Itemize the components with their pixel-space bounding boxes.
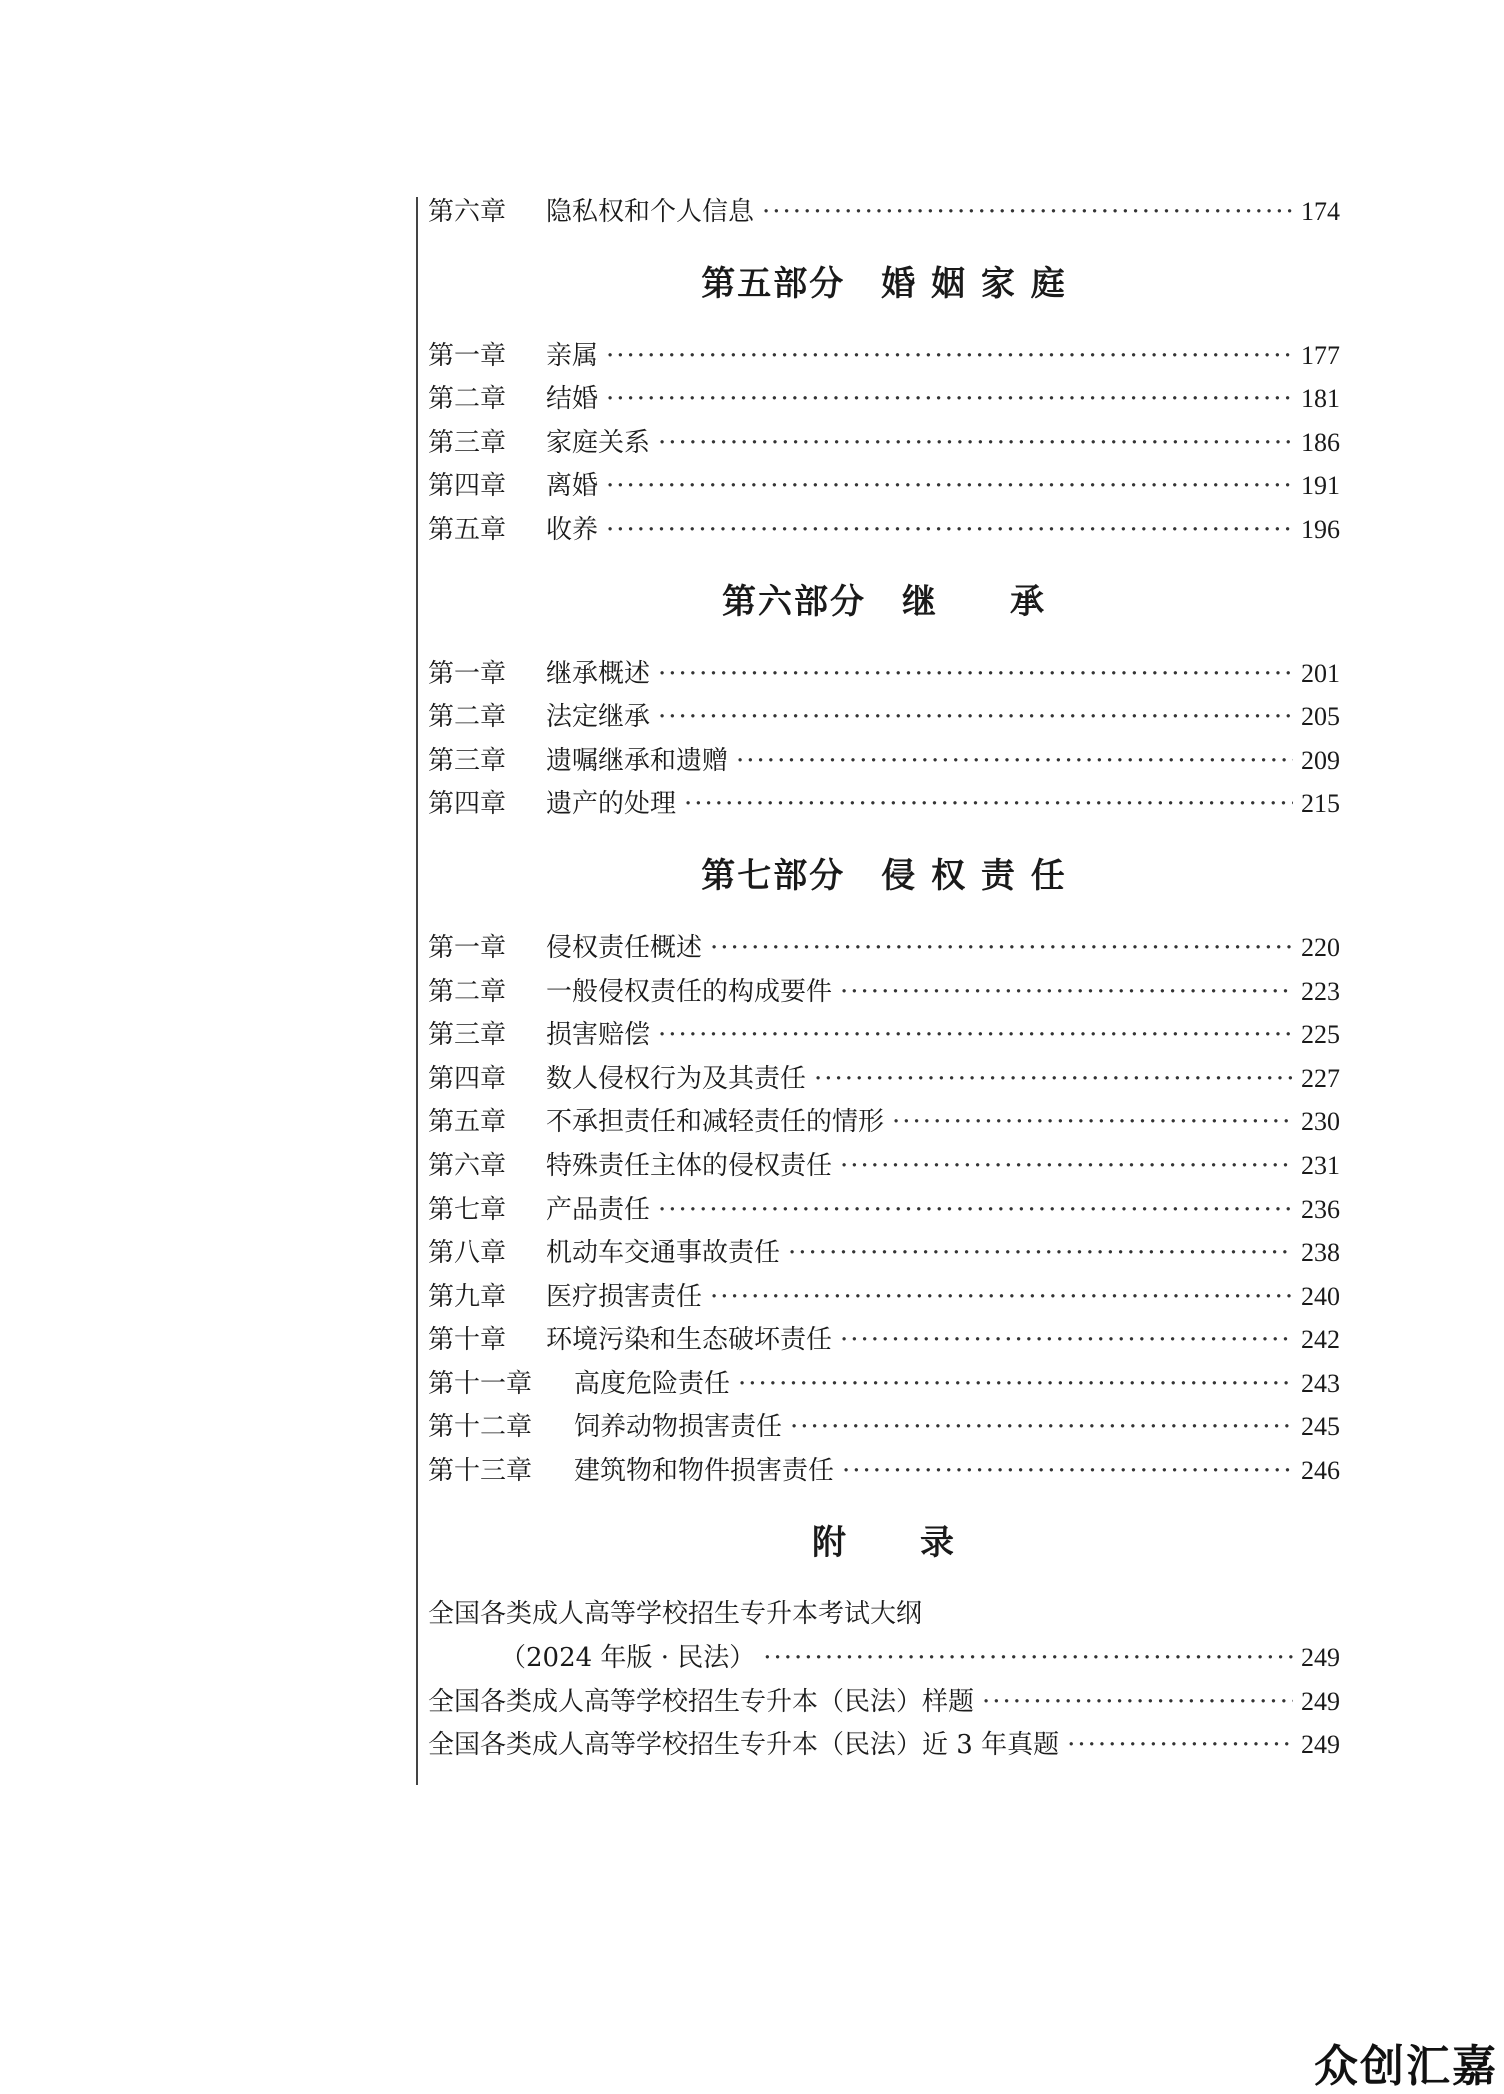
page-number: 191 <box>1301 471 1340 501</box>
chapter-number: 第四章 <box>428 789 507 820</box>
chapter-title: 饲养动物损害责任 <box>574 1412 783 1443</box>
chapter-title: 不承担责任和减轻责任的情形 <box>546 1107 885 1138</box>
toc-entry[interactable] <box>428 1057 1340 1101</box>
leader-dots <box>762 191 1293 235</box>
leader-dots <box>606 509 1293 553</box>
leader-dots <box>738 1363 1293 1407</box>
chapter-number: 第三章 <box>428 1020 507 1051</box>
page-number: 249 <box>1301 1643 1340 1673</box>
toc-entry[interactable] <box>428 1318 1340 1362</box>
watermark-logo: 众创汇嘉 <box>1314 2041 1498 2092</box>
chapter-title: 离婚 <box>546 471 599 502</box>
toc-entry[interactable] <box>428 1188 1340 1232</box>
page-number: 249 <box>1301 1730 1340 1760</box>
leader-dots <box>658 422 1293 466</box>
appendix-entry[interactable] <box>428 1636 1340 1680</box>
page-number: 181 <box>1301 384 1340 414</box>
chapter-title: 隐私权和个人信息 <box>546 197 755 227</box>
page-number: 177 <box>1301 340 1340 370</box>
page-number: 209 <box>1301 745 1340 775</box>
toc-entry[interactable] <box>428 926 1340 970</box>
toc-entry[interactable] <box>428 421 1340 465</box>
appendix-entry[interactable] <box>428 1723 1340 1767</box>
chapter-title: 环境污染和生态破坏责任 <box>546 1325 833 1356</box>
chapter-title: 高度危险责任 <box>574 1368 731 1399</box>
appendix-heading: 附 录 <box>812 1522 956 1563</box>
leader-dots <box>606 335 1293 379</box>
leader-dots <box>840 1319 1293 1363</box>
page-number: 215 <box>1301 789 1340 819</box>
toc-entry[interactable] <box>428 1100 1340 1144</box>
chapter-number: 第十二章 <box>428 1412 533 1443</box>
chapter-number: 第四章 <box>428 471 507 502</box>
page-number: 231 <box>1301 1150 1340 1180</box>
page-number: 201 <box>1301 658 1340 688</box>
toc-entry[interactable] <box>428 1362 1340 1406</box>
part5-list <box>428 334 1340 552</box>
chapter-number: 第六章 <box>428 1150 507 1181</box>
chapter-title: 产品责任 <box>546 1194 651 1225</box>
page-number: 186 <box>1301 427 1340 457</box>
toc-entry[interactable] <box>428 334 1340 378</box>
leader-dots <box>892 1101 1293 1145</box>
chapter-title: 特殊责任主体的侵权责任 <box>546 1150 833 1181</box>
chapter-number: 第七章 <box>428 1194 507 1225</box>
chapter-title: 遗产的处理 <box>546 789 677 820</box>
chapter-number: 第五章 <box>428 514 507 545</box>
page-number: 174 <box>1301 197 1340 226</box>
toc-entry[interactable] <box>428 1013 1340 1057</box>
chapter-title: 数人侵权行为及其责任 <box>546 1063 807 1094</box>
page-number: 249 <box>1301 1686 1340 1716</box>
chapter-number: 第二章 <box>428 384 507 415</box>
leader-dots <box>1067 1724 1293 1768</box>
leader-dots <box>736 740 1293 784</box>
chapter-title: 一般侵权责任的构成要件 <box>546 976 833 1007</box>
chapter-number: 第十三章 <box>428 1456 533 1487</box>
toc-entry[interactable] <box>428 1449 1340 1493</box>
chapter-number: 第一章 <box>428 932 507 963</box>
chapter-title: 医疗损害责任 <box>546 1281 703 1312</box>
appendix-entry-title: 全国各类成人高等学校招生专升本（民法）近 3 年真题 <box>428 1730 1060 1761</box>
toc-entry[interactable] <box>428 782 1340 826</box>
chapter-title: 建筑物和物件损害责任 <box>574 1456 835 1487</box>
leader-dots <box>658 696 1293 740</box>
chapter-number: 第一章 <box>428 340 507 371</box>
toc-entry[interactable] <box>428 190 1340 234</box>
chapter-number: 第八章 <box>428 1238 507 1269</box>
appendix-entry-subtitle: （2024 年版 · 民法） <box>500 1643 756 1674</box>
toc-entry[interactable] <box>428 695 1340 739</box>
chapter-title: 继承概述 <box>546 658 651 689</box>
chapter-title: 损害赔偿 <box>546 1020 651 1051</box>
toc-entry[interactable] <box>428 1405 1340 1449</box>
toc-entry[interactable] <box>428 1144 1340 1188</box>
toc-entry[interactable] <box>428 464 1340 508</box>
leader-dots <box>840 1145 1293 1189</box>
page-number: 245 <box>1301 1412 1340 1442</box>
leader-dots <box>684 783 1293 827</box>
leader-dots <box>606 378 1293 422</box>
toc-entry[interactable] <box>428 652 1340 696</box>
chapter-number: 第二章 <box>428 702 507 733</box>
page-number: 236 <box>1301 1194 1340 1224</box>
part7-list <box>428 926 1340 1493</box>
leader-dots <box>790 1406 1293 1450</box>
page-number: 230 <box>1301 1107 1340 1137</box>
page-number: 220 <box>1301 932 1340 962</box>
chapter-title: 遗嘱继承和遗赠 <box>546 745 729 776</box>
page-number: 246 <box>1301 1456 1340 1486</box>
page-number: 196 <box>1301 514 1340 544</box>
toc-entry[interactable] <box>428 970 1340 1014</box>
leader-dots <box>658 1014 1293 1058</box>
table-of-contents <box>428 190 1340 1767</box>
leader-dots <box>788 1232 1293 1276</box>
chapter-number: 第一章 <box>428 658 507 689</box>
leader-dots <box>606 465 1293 509</box>
page-number: 242 <box>1301 1325 1340 1355</box>
page-number: 238 <box>1301 1238 1340 1268</box>
leader-dots <box>840 971 1293 1015</box>
page-number: 223 <box>1301 976 1340 1006</box>
toc-entry[interactable] <box>428 508 1340 552</box>
chapter-number: 第十一章 <box>428 1368 533 1399</box>
leader-dots <box>763 1637 1293 1681</box>
page-number: 227 <box>1301 1063 1340 1093</box>
chapter-number: 第二章 <box>428 976 507 1007</box>
chapter-title: 侵权责任概述 <box>546 932 703 963</box>
chapter-number: 第三章 <box>428 427 507 458</box>
leader-dots <box>658 653 1293 697</box>
page-number: 225 <box>1301 1020 1340 1050</box>
chapter-number: 第三章 <box>428 745 507 776</box>
chapter-title: 亲属 <box>546 340 599 371</box>
chapter-title: 法定继承 <box>546 702 651 733</box>
part-heading: 第六部分 继 承 <box>722 581 1046 622</box>
page-number: 205 <box>1301 702 1340 732</box>
chapter-title: 家庭关系 <box>546 427 651 458</box>
part6-list <box>428 652 1340 826</box>
chapter-number: 第六章 <box>428 197 507 227</box>
leader-dots <box>710 1276 1293 1320</box>
leader-dots <box>982 1681 1293 1725</box>
chapter-title: 收养 <box>546 514 599 545</box>
chapter-title: 机动车交通事故责任 <box>546 1238 781 1269</box>
chapter-number: 第十章 <box>428 1325 507 1356</box>
appendix-entry[interactable] <box>428 1680 1340 1724</box>
page-number: 243 <box>1301 1368 1340 1398</box>
toc-entry[interactable] <box>428 739 1340 783</box>
chapter-number: 第四章 <box>428 1063 507 1094</box>
page-number: 240 <box>1301 1281 1340 1311</box>
appendix-entry-title: 全国各类成人高等学校招生专升本（民法）样题 <box>428 1686 975 1717</box>
part-heading: 第七部分 侵 权 责 任 <box>701 855 1067 896</box>
leader-dots <box>814 1058 1293 1102</box>
chapter-number: 第五章 <box>428 1107 507 1138</box>
leader-dots <box>710 927 1293 971</box>
margin-rule <box>416 197 418 1785</box>
chapter-number: 第九章 <box>428 1281 507 1312</box>
appendix-entry-title[interactable]: 全国各类成人高等学校招生专升本考试大纲 <box>428 1598 923 1629</box>
chapter-title: 结婚 <box>546 384 599 415</box>
toc-entry[interactable] <box>428 1231 1340 1275</box>
toc-entry[interactable] <box>428 377 1340 421</box>
toc-entry[interactable] <box>428 1275 1340 1319</box>
part-heading: 第五部分 婚 姻 家 庭 <box>701 263 1067 304</box>
leader-dots <box>658 1189 1293 1233</box>
leader-dots <box>842 1450 1293 1494</box>
